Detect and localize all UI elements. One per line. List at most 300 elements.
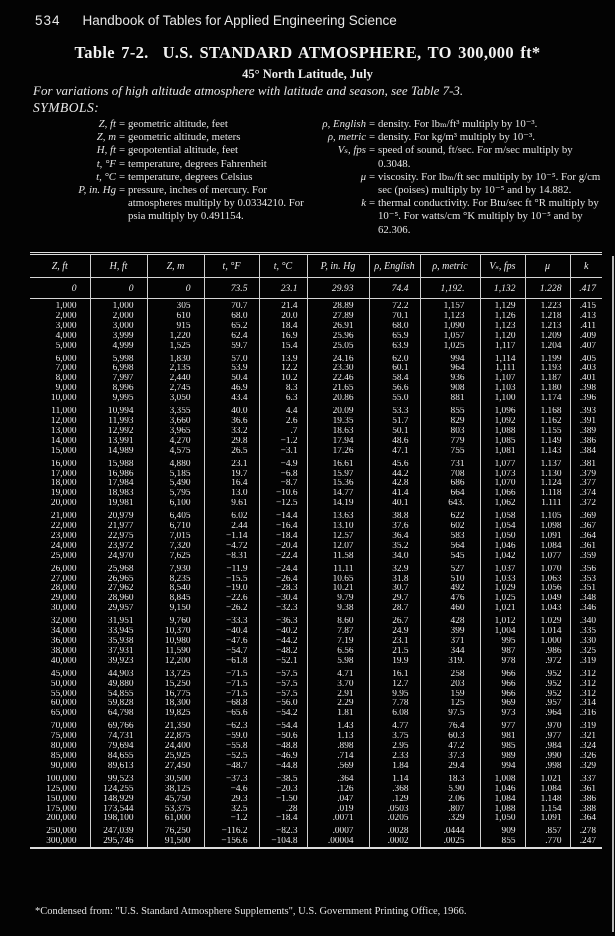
table-cell: 10.65 — [307, 575, 369, 585]
table-cell: .384 — [579, 446, 596, 456]
table-cell: −48.2 — [259, 647, 307, 657]
table-cell: .019 — [307, 805, 369, 815]
table-cell: 50,000 — [30, 680, 90, 690]
table-cell: 966 — [480, 680, 525, 690]
table-cell: .361 — [579, 784, 596, 794]
table-cell: 24,400 — [147, 742, 204, 752]
table-cell: 65.2 — [204, 322, 259, 332]
symbol-item — [300, 144, 606, 170]
table-cell: 6,405 — [147, 512, 204, 522]
table-cell: 8,235 — [147, 575, 204, 585]
table-cell: 731 — [420, 460, 480, 470]
table-cell: 1.174 — [525, 394, 570, 404]
table-cell: 0 — [90, 278, 147, 299]
table-cell: .379 — [579, 469, 596, 479]
column-header: Z, ft — [30, 254, 90, 278]
table-cell: 59.7 — [204, 342, 259, 352]
table-cell: 6,000 — [30, 355, 90, 365]
table-cell: 25,000 — [30, 552, 90, 562]
table-cell: 1,096 — [480, 407, 525, 417]
column-header: ρ, metric — [420, 254, 480, 278]
symbol-term: P, in. Hg — [78, 184, 116, 197]
table-cell: 8.60 — [307, 617, 369, 627]
table-cell: .398 — [579, 384, 596, 394]
table-cell: −48.8 — [259, 742, 307, 752]
table-cell: 32.5 — [204, 805, 259, 815]
table-cell: 1,220 — [147, 332, 204, 342]
table-cell: 13,991 — [90, 437, 147, 447]
table-cell: 21.65 — [307, 384, 369, 394]
table-row — [30, 722, 602, 732]
table-cell: 30,000 — [30, 604, 90, 614]
table-cell: .00004 — [307, 837, 369, 848]
table-cell: 966 — [480, 690, 525, 700]
column-header: H, ft — [90, 254, 147, 278]
table-cell: 55,000 — [30, 690, 90, 700]
table-row — [30, 680, 602, 690]
table-row — [30, 637, 602, 647]
table-cell: 17,984 — [90, 479, 147, 489]
table-cell: 12,000 — [30, 417, 90, 427]
table-cell: .396 — [579, 394, 596, 404]
table-cell: −4.6 — [204, 785, 259, 795]
table-cell: 1,070 — [480, 479, 525, 489]
table-row — [30, 479, 602, 489]
table-cell: 79,694 — [90, 742, 147, 752]
table-cell: 22,875 — [147, 732, 204, 742]
table-cell: 24.9 — [369, 627, 420, 637]
table-cell: 994 — [420, 355, 480, 365]
table-cell: 1,192. — [420, 278, 480, 299]
table-cell: 8,845 — [147, 594, 204, 604]
table-cell: 62.0 — [369, 355, 420, 365]
table-cell: .413 — [579, 311, 596, 321]
table-cell: −8.31 — [204, 552, 259, 562]
table-cell: 63.9 — [369, 342, 420, 352]
table-cell: 1.118 — [525, 489, 570, 499]
table-cell: 5,490 — [147, 479, 204, 489]
symbol-term: μ — [360, 170, 366, 183]
table-cell: 1.014 — [525, 627, 570, 637]
table-cell: 5,185 — [147, 470, 204, 480]
table-cell: 1.193 — [525, 364, 570, 374]
table-cell: 16.9 — [259, 332, 307, 342]
table-cell: 1.049 — [525, 594, 570, 604]
table-row — [30, 522, 602, 532]
table-cell: 973 — [480, 709, 525, 719]
table-cell: 1,123 — [480, 322, 525, 332]
table-cell: 45,750 — [147, 795, 204, 805]
column-header: Z, m — [147, 254, 204, 278]
table-cell: .0002 — [369, 837, 420, 848]
table-cell: 14.19 — [307, 499, 369, 509]
table-cell: 966 — [480, 670, 525, 680]
symbol-definition: density. For kg/m³ multiply by 10⁻³. — [378, 131, 535, 144]
table-cell: .356 — [579, 564, 596, 574]
table-cell: 99,523 — [90, 775, 147, 785]
table-cell: 1.155 — [525, 427, 570, 437]
table-cell: 53,375 — [147, 805, 204, 815]
table-cell: 17.94 — [307, 437, 369, 447]
table-cell: 39,923 — [90, 657, 147, 667]
table-cell: −33.3 — [204, 617, 259, 627]
table-cell: 1,525 — [147, 342, 204, 352]
table-cell: 85,000 — [30, 752, 90, 762]
table-cell: .351 — [579, 584, 596, 594]
symbol-definition: geometric altitude, meters — [128, 131, 241, 144]
table-cell: 175,000 — [30, 805, 90, 815]
table-cell: 29,957 — [90, 604, 147, 614]
table-cell: 969 — [480, 699, 525, 709]
table-cell: 4,880 — [147, 460, 204, 470]
symbol-definition: density. For lbₘ/ft³ multiply by 10⁻³. — [378, 118, 538, 130]
table-cell: 908 — [420, 384, 480, 394]
table-cell: .312 — [579, 689, 596, 699]
table-cell: 38,125 — [147, 785, 204, 795]
table-cell: .329 — [420, 814, 480, 824]
table-cell: 23.1 — [204, 460, 259, 470]
table-cell: .374 — [579, 489, 596, 499]
table-cell: 21,000 — [30, 512, 90, 522]
table-cell: 1.124 — [525, 479, 570, 489]
table-cell: 6.08 — [369, 709, 420, 719]
table-cell: 36.4 — [369, 532, 420, 542]
table-cell: 1.14 — [369, 775, 420, 785]
table-cell: −56.0 — [259, 699, 307, 709]
table-cell: 300,000 — [30, 837, 90, 848]
table-cell: 148,929 — [90, 795, 147, 805]
table-cell: 15.4 — [259, 342, 307, 352]
table-cell: 1.204 — [525, 342, 570, 352]
table-cell: 10,980 — [147, 637, 204, 647]
table-cell: 7,000 — [30, 364, 90, 374]
table-cell: 24,000 — [30, 542, 90, 552]
table-cell: 1.148 — [525, 795, 570, 805]
table-cell: .0028 — [369, 827, 420, 837]
table-cell: .569 — [307, 762, 369, 772]
table-cell: −1.2 — [204, 814, 259, 824]
table-cell: 65.9 — [369, 332, 420, 342]
table-cell: 2.44 — [204, 522, 259, 532]
table-cell: 36.6 — [204, 417, 259, 427]
table-cell: .346 — [579, 604, 596, 614]
table-cell: −18.4 — [259, 532, 307, 542]
table-cell: −61.8 — [204, 657, 259, 667]
symbols-left — [44, 118, 306, 224]
table-cell: 11,000 — [30, 407, 90, 417]
table-cell: 76,250 — [147, 827, 204, 837]
table-cell: −71.5 — [204, 690, 259, 700]
table-cell: 30,500 — [147, 775, 204, 785]
table-cell: 1,029 — [480, 584, 525, 594]
symbol-term: t, °C — [96, 170, 116, 183]
table-cell: −55.8 — [204, 742, 259, 752]
table-cell: 16,986 — [90, 470, 147, 480]
table-cell: 545 — [420, 552, 480, 562]
table-cell: .0025 — [420, 837, 480, 848]
symbol-term: Z, m — [96, 131, 116, 144]
table-cell: 40.1 — [369, 499, 420, 509]
table-row — [30, 584, 602, 594]
table-cell: 31,951 — [90, 617, 147, 627]
column-header: Vₛ, fps — [480, 254, 525, 278]
table-cell: 12.7 — [369, 680, 420, 690]
table-cell: 2,135 — [147, 364, 204, 374]
table-cell: −26.2 — [204, 604, 259, 614]
table-cell: 7.87 — [307, 627, 369, 637]
column-header: μ — [525, 254, 570, 278]
table-cell: 11,993 — [90, 417, 147, 427]
table-cell: .0444 — [420, 827, 480, 837]
symbol-definition: pressure, inches of mercury. For atmospheres multiply by 0.0334210. For psia multiply by 0.491154. — [128, 184, 304, 223]
table-cell: −156.6 — [204, 837, 259, 848]
table-cell: 12.57 — [307, 532, 369, 542]
table-cell: 3,000 — [30, 322, 90, 332]
table-cell: 9.95 — [369, 690, 420, 700]
table-cell: −52.5 — [204, 752, 259, 762]
table-cell: 33,945 — [90, 627, 147, 637]
table-cell: 643. — [420, 499, 480, 509]
table-cell: −4.9 — [259, 460, 307, 470]
table-row — [30, 364, 602, 374]
equals-sign: = — [368, 197, 376, 210]
table-cell: 60.1 — [369, 364, 420, 374]
table-cell: 68.0 — [369, 322, 420, 332]
table-cell: 10,370 — [147, 627, 204, 637]
table-cell: 610 — [147, 312, 204, 322]
table-cell: 1,084 — [480, 795, 525, 805]
table-cell: 4,575 — [147, 447, 204, 457]
table-row — [30, 460, 602, 470]
table-cell: .770 — [525, 837, 570, 848]
table-cell: −54.2 — [259, 709, 307, 719]
table-row — [30, 417, 602, 427]
table-cell: 35.2 — [369, 542, 420, 552]
table-cell: .312 — [579, 679, 596, 689]
table-cell: 3,660 — [147, 417, 204, 427]
table-cell: 1,057 — [420, 332, 480, 342]
table-cell: 1,157 — [420, 302, 480, 312]
table-cell: 6,998 — [90, 364, 147, 374]
equals-sign: = — [118, 170, 126, 183]
table-cell: 1,123 — [420, 312, 480, 322]
table-cell: 527 — [420, 565, 480, 575]
table-cell: 6.3 — [259, 394, 307, 404]
table-row — [30, 407, 602, 417]
table-cell: .0007 — [307, 827, 369, 837]
symbol-item — [300, 131, 606, 144]
table-cell: 18.4 — [259, 322, 307, 332]
table-cell: 1.021 — [525, 775, 570, 785]
table-cell: .898 — [307, 742, 369, 752]
table-cell: 708 — [420, 470, 480, 480]
symbol-definition: temperature, degrees Fahrenheit — [128, 157, 267, 170]
table-cell: .337 — [579, 774, 596, 784]
symbol-definition: temperature, degrees Celsius — [128, 170, 253, 183]
table-header-row — [30, 254, 602, 278]
table-cell: 1,085 — [480, 437, 525, 447]
table-cell: 1.111 — [525, 499, 570, 509]
table-cell: 25.96 — [307, 332, 369, 342]
table-cell: −71.5 — [204, 680, 259, 690]
symbol-item — [44, 171, 306, 184]
table-cell: 915 — [147, 322, 204, 332]
table-cell: −48.7 — [204, 762, 259, 772]
table-cell: 35,938 — [90, 637, 147, 647]
table-cell: 150,000 — [30, 795, 90, 805]
table-cell: .972 — [525, 657, 570, 667]
table-cell: .0071 — [307, 814, 369, 824]
table-cell: 55.0 — [369, 394, 420, 404]
table-cell: 989 — [480, 752, 525, 762]
table-cell: 29.93 — [307, 278, 369, 299]
equals-sign: = — [118, 157, 126, 170]
table-cell: 2,745 — [147, 384, 204, 394]
table-cell: 22,000 — [30, 522, 90, 532]
table-cell: 50.1 — [369, 427, 420, 437]
table-cell: 1.143 — [525, 447, 570, 457]
table-cell: 74.4 — [369, 278, 420, 299]
table-cell: 60.3 — [420, 732, 480, 742]
table-cell: 2,000 — [30, 312, 90, 322]
table-cell: 27,450 — [147, 762, 204, 772]
symbol-definition: geopotential altitude, feet — [128, 144, 239, 157]
table-cell: .857 — [525, 827, 570, 837]
table-cell: .998 — [525, 762, 570, 772]
table-cell: 76.4 — [420, 722, 480, 732]
table-cell: .321 — [579, 732, 596, 742]
table-cell: 14,000 — [30, 437, 90, 447]
table-cell: 9.38 — [307, 604, 369, 614]
table-cell: 1,008 — [480, 775, 525, 785]
table-cell: 4.4 — [259, 407, 307, 417]
table-row — [30, 447, 602, 457]
table-cell: 855 — [420, 407, 480, 417]
table-cell: 492 — [420, 584, 480, 594]
table-row — [30, 657, 602, 667]
table-cell: 2.06 — [420, 795, 480, 805]
table-cell: 22.46 — [307, 374, 369, 384]
table-cell: 26,965 — [90, 575, 147, 585]
table-cell: 49,880 — [90, 680, 147, 690]
table-cell: 11,590 — [147, 647, 204, 657]
table-cell: 0 — [30, 278, 90, 299]
table-cell: 62.4 — [204, 332, 259, 342]
table-cell: 1,000 — [90, 302, 147, 312]
row-group — [30, 352, 602, 405]
table-cell: .957 — [525, 699, 570, 709]
symbol-term: ρ, English — [322, 118, 366, 130]
table-cell: 42.8 — [369, 479, 420, 489]
table-cell: 11.58 — [307, 552, 369, 562]
table-cell: 4.71 — [307, 670, 369, 680]
table-cell: 11.11 — [307, 565, 369, 575]
table-row — [30, 690, 602, 700]
table-title — [0, 43, 615, 63]
symbol-definition: geometric altitude, feet — [128, 118, 228, 130]
table-cell: 19,825 — [147, 709, 204, 719]
table-cell: 1.000 — [525, 637, 570, 647]
table-cell: 37.3 — [420, 752, 480, 762]
table-cell: .319 — [579, 722, 596, 732]
table-cell: 45.6 — [369, 460, 420, 470]
column-header: t, °C — [259, 254, 307, 278]
table-cell: 19.7 — [204, 470, 259, 480]
table-cell: 1.029 — [525, 617, 570, 627]
table-cell: −3.1 — [259, 447, 307, 457]
table-cell: 125,000 — [30, 785, 90, 795]
table-cell: .386 — [579, 794, 596, 804]
table-cell: .409 — [579, 331, 596, 341]
table-cell: −14.4 — [259, 512, 307, 522]
table-cell: 34,000 — [30, 627, 90, 637]
table-cell: 28,960 — [90, 594, 147, 604]
table-cell: 59,828 — [90, 699, 147, 709]
table-cell: .359 — [579, 551, 596, 561]
table-cell: 5,795 — [147, 489, 204, 499]
table-cell: 33.2 — [204, 427, 259, 437]
table-cell: .7 — [259, 427, 307, 437]
table-cell: −18.4 — [259, 814, 307, 824]
table-cell: .047 — [307, 795, 369, 805]
table-cell: .278 — [579, 827, 596, 837]
table-cell: 25,968 — [90, 565, 147, 575]
table-cell: 7,015 — [147, 532, 204, 542]
table-cell: 23.1 — [259, 278, 307, 299]
table-cell: 1,046 — [480, 785, 525, 795]
table-cell: 29.8 — [204, 437, 259, 447]
table-row — [30, 814, 602, 824]
footnote: *Condensed from: "U.S. Standard Atmosphere Supplements", U.S. Government Printing Office, 1966. — [35, 906, 467, 917]
table-cell: −22.4 — [259, 552, 307, 562]
table-cell: 399 — [420, 627, 480, 637]
table-cell: 12.07 — [307, 542, 369, 552]
table-cell: −44.2 — [259, 637, 307, 647]
table-cell: 53.3 — [369, 407, 420, 417]
table-cell: 13,000 — [30, 427, 90, 437]
table-cell: .335 — [579, 627, 596, 637]
table-cell: 476 — [420, 594, 480, 604]
table-cell: −26.4 — [259, 575, 307, 585]
table-cell: −12.5 — [259, 499, 307, 509]
table-cell: 1,004 — [480, 627, 525, 637]
table-cell: 198,100 — [90, 814, 147, 824]
table-cell: 27.89 — [307, 312, 369, 322]
table-cell: 602 — [420, 522, 480, 532]
table-cell: 7.78 — [369, 699, 420, 709]
table-row — [30, 470, 602, 480]
table-cell: −40.4 — [204, 627, 259, 637]
table-cell: .411 — [580, 321, 596, 331]
table-cell: 29.7 — [369, 594, 420, 604]
table-cell: 24,970 — [90, 552, 147, 562]
table-cell: 258 — [420, 670, 480, 680]
table-row — [30, 322, 602, 332]
symbol-term: Vₛ, fps — [337, 144, 366, 157]
table-cell: 10,994 — [90, 407, 147, 417]
table-cell: 305 — [147, 302, 204, 312]
table-cell: 1.056 — [525, 584, 570, 594]
symbol-item — [44, 184, 306, 224]
table-cell: −47.6 — [204, 637, 259, 647]
table-cell: 20.0 — [259, 312, 307, 322]
symbols-right — [300, 118, 606, 237]
table-head — [30, 254, 602, 278]
table-cell: 13.10 — [307, 522, 369, 532]
table-cell: 43.4 — [204, 394, 259, 404]
table-row — [30, 785, 602, 795]
table-row — [30, 627, 602, 637]
